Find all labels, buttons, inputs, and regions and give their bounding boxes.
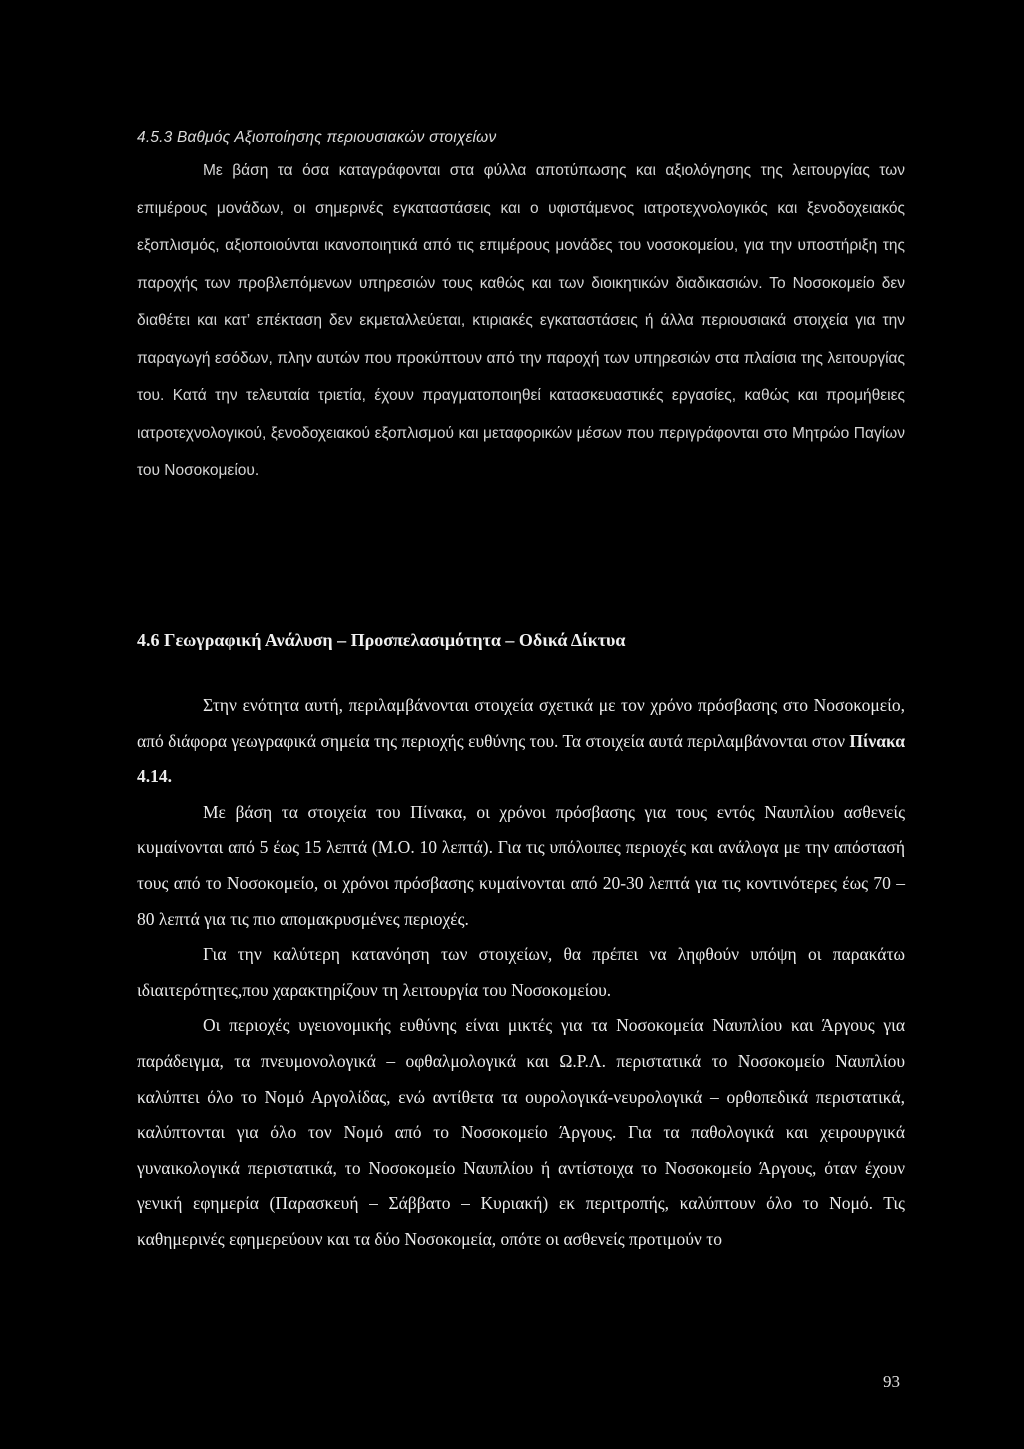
section-paragraph-4: Οι περιοχές υγειονομικής ευθύνης είναι μικτές για τα Νοσοκομεία Ναυπλίου και Άργους για παράδειγμα, τα πνευμονολογικά – οφθαλμολογικά και Ω.Ρ.Λ. περιστατικά το Νοσοκομείο Ναυπλίου καλύπτει όλο το Νομό Αργολίδας, ενώ αντίθετα τα ουρολογικά-νευρολογικά – ορθοπεδικά περιστατικά, καλύπτονται για όλο τον Νομό από το Νοσοκομείο Άργους. Για τα παθολογικά και χειρουργικά γυναικολογικά περιστατικά, το Νοσοκομείο Ναυπλίου ή αντίστοιχα το Νοσοκομείο Άργους, όταν έχουν γενική εφημερία (Παρασκευή – Σάββατο – Κυριακή) εκ περιτροπής, καλύπτουν όλο το Νομό. Τις καθημερινές εφημερεύουν και τα δύο Νοσοκομεία, οπότε οι ασθενείς προτιμούν το	[137, 1015, 905, 1249]
subsection-paragraph: Με βάση τα όσα καταγράφονται στα φύλλα αποτύπωσης και αξιολόγησης της λειτουργίας των επιμέρους μονάδων, οι σημερινές εγκαταστάσεις και ο υφιστάμενος ιατροτεχνολογικός και ξενοδοχειακός εξοπλισμός, αξιοποιούνται ικανοποιητικά από τις επιμέρους μονάδες του νοσοκομείου, για την υποστήριξη της παροχής των προβλεπόμενων υπηρεσιών τους καθώς και των διοικητικών διαδικασιών. Το Νοσοκομείο δεν διαθέτει και κατ’ επέκταση δεν εκμεταλλεύεται, κτιριακές εγκαταστάσεις ή άλλα περιουσιακά στοιχεία για την παραγωγή εσόδων, πλην αυτών που προκύπτουν από την παροχή των υπηρεσιών στα πλαίσια της λειτουργίας του. Κατά την τελευταία τριετία, έχουν πραγματοποιηθεί κατασκευαστικές εργασίες, καθώς και προμήθειες ιατροτεχνολογικού, ξενοδοχειακού εξοπλισμού και μεταφορικών μέσων που περιγράφονται στο Μητρώο Παγίων του Νοσοκομείου.	[137, 162, 905, 479]
section-paragraph-1	[137, 688, 905, 795]
section-paragraph-1-text: Στην ενότητα αυτή, περιλαμβάνονται στοιχεία σχετικά με τον χρόνο πρόσβασης στο Νοσοκομείο, από διάφορα γεωγραφικά σημεία της περιοχής ευθύνης του. Τα στοιχεία αυτά περιλαμβάνονται στον	[137, 695, 905, 751]
subsection-heading: 4.5.3 Βαθμός Αξιοποίησης περιουσιακών στοιχείων	[137, 129, 497, 146]
subsection-body	[137, 152, 905, 490]
section-heading: 4.6 Γεωγραφική Ανάλυση – Προσπελασιμότητα – Οδικά Δίκτυα	[137, 630, 626, 650]
section-body	[137, 688, 905, 1258]
section-paragraph-3: Για την καλύτερη κατανόηση των στοιχείων, θα πρέπει να ληφθούν υπόψη οι παρακάτω ιδιαιτερότητες,που χαρακτηρίζουν τη λειτουργία του Νοσοκομείου.	[137, 944, 905, 1000]
page-number: 93	[883, 1372, 900, 1391]
table-reference: Πίνακα 4.14.	[137, 730, 905, 787]
section-paragraph-2: Με βάση τα στοιχεία του Πίνακα, οι χρόνοι πρόσβασης για τους εντός Ναυπλίου ασθενείς κυμαίνονται από 5 έως 15 λεπτά (Μ.Ο. 10 λεπτά). Για τις υπόλοιπες περιοχές και ανάλογα με την απόστασή τους από το Νοσοκομείο, οι χρόνοι πρόσβασης κυμαίνονται από 20-30 λεπτά για τις κοντινότερες έως 70 – 80 λεπτά για τις πιο απομακρυσμένες περιοχές.	[137, 801, 905, 929]
